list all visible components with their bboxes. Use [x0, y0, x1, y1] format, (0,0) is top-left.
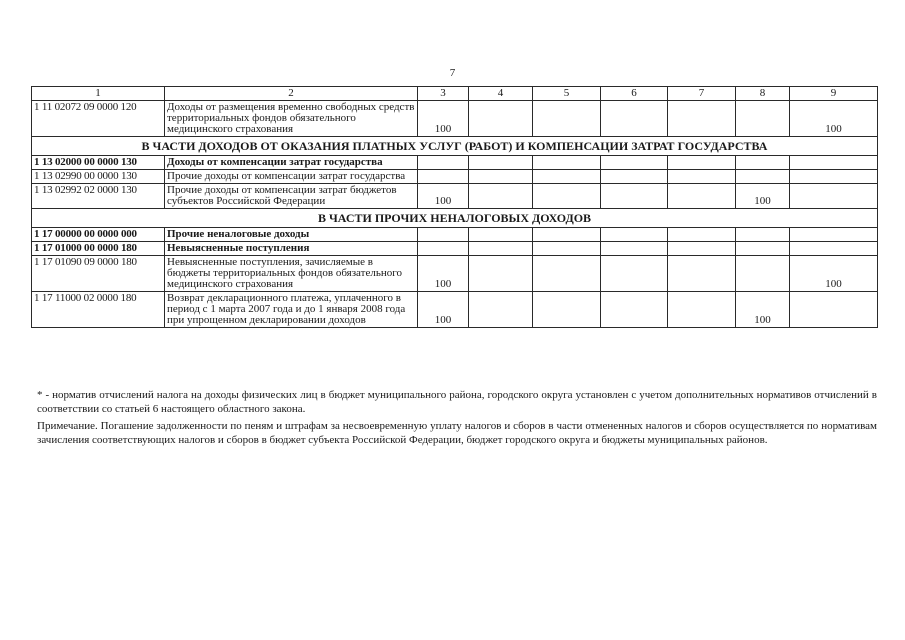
value-cell-col6	[601, 156, 668, 170]
column-header: 3	[418, 87, 469, 101]
value-cell-col7	[668, 256, 736, 292]
value-cell-col7	[668, 170, 736, 184]
table-row	[32, 170, 878, 184]
value-cell-col3	[418, 228, 469, 242]
value-cell-col9: 100	[790, 101, 878, 137]
revenue-name-cell: Возврат декларационного платежа, уплаченного в период с 1 марта 2007 года и до 1 января 2008 года при упрощенном декларировании доходов	[165, 292, 418, 328]
value-cell-col3	[418, 242, 469, 256]
value-cell-col5	[533, 156, 601, 170]
table-row	[32, 101, 878, 137]
budget-code-cell: 1 17 01090 09 0000 180	[32, 256, 165, 292]
value-cell-col8: 100	[736, 184, 790, 209]
note: Примечание. Погашение задолженности по пеням и штрафам за несвоевременную уплату налогов и сборов в части отмененных налогов и сборов осуществляется по нормативам зачисления соответствующих налогов и сборов в бюджет субъекта Российской Федерации, бюджет городского округа и бюджеты муниципальных районов.	[37, 420, 877, 446]
column-header: 4	[469, 87, 533, 101]
value-cell-col5	[533, 256, 601, 292]
value-cell-col3: 100	[418, 101, 469, 137]
value-cell-col4	[469, 292, 533, 328]
column-header-row	[32, 87, 878, 101]
value-cell-col7	[668, 184, 736, 209]
table-row	[32, 292, 878, 328]
value-cell-col9	[790, 242, 878, 256]
table-row	[32, 256, 878, 292]
value-cell-col4	[469, 242, 533, 256]
value-cell-col7	[668, 292, 736, 328]
footnote: * - норматив отчислений налога на доходы физических лиц в бюджет муниципального района, городского округа установлен с учетом дополнительных нормативов отчислений в соответствии со статьей 6 настоящего областного закона.	[37, 389, 877, 415]
revenue-table	[31, 86, 878, 328]
revenue-name-cell: Прочие доходы от компенсации затрат бюджетов субъектов Российской Федерации	[165, 184, 418, 209]
value-cell-col6	[601, 228, 668, 242]
column-header: 2	[165, 87, 418, 101]
page-number: 7	[449, 67, 456, 79]
value-cell-col8	[736, 256, 790, 292]
value-cell-col3	[418, 156, 469, 170]
budget-code-cell: 1 17 01000 00 0000 180	[32, 242, 165, 256]
value-cell-col4	[469, 256, 533, 292]
column-header: 6	[601, 87, 668, 101]
table-row	[32, 184, 878, 209]
table-row	[32, 228, 878, 242]
budget-code-cell: 1 13 02992 02 0000 130	[32, 184, 165, 209]
value-cell-col7	[668, 156, 736, 170]
value-cell-col9	[790, 156, 878, 170]
revenue-name-cell: Доходы от компенсации затрат государства	[165, 156, 418, 170]
budget-code-cell: 1 13 02990 00 0000 130	[32, 170, 165, 184]
value-cell-col7	[668, 101, 736, 137]
column-header: 8	[736, 87, 790, 101]
budget-code-cell: 1 11 02072 09 0000 120	[32, 101, 165, 137]
budget-code-cell: 1 13 02000 00 0000 130	[32, 156, 165, 170]
value-cell-col9	[790, 228, 878, 242]
value-cell-col6	[601, 256, 668, 292]
value-cell-col9	[790, 292, 878, 328]
value-cell-col6	[601, 292, 668, 328]
value-cell-col8	[736, 228, 790, 242]
value-cell-col4	[469, 184, 533, 209]
revenue-name-cell: Прочие неналоговые доходы	[165, 228, 418, 242]
value-cell-col5	[533, 184, 601, 209]
value-cell-col5	[533, 170, 601, 184]
value-cell-col8	[736, 242, 790, 256]
value-cell-col9	[790, 170, 878, 184]
value-cell-col9: 100	[790, 256, 878, 292]
value-cell-col9	[790, 184, 878, 209]
value-cell-col7	[668, 242, 736, 256]
revenue-name-cell: Прочие доходы от компенсации затрат государства	[165, 170, 418, 184]
value-cell-col8	[736, 170, 790, 184]
value-cell-col5	[533, 292, 601, 328]
value-cell-col3	[418, 170, 469, 184]
value-cell-col8: 100	[736, 292, 790, 328]
value-cell-col4	[469, 156, 533, 170]
column-header: 9	[790, 87, 878, 101]
value-cell-col5	[533, 228, 601, 242]
value-cell-col3: 100	[418, 256, 469, 292]
table-row	[32, 156, 878, 170]
value-cell-col5	[533, 101, 601, 137]
value-cell-col4	[469, 170, 533, 184]
value-cell-col6	[601, 101, 668, 137]
column-header: 1	[32, 87, 165, 101]
value-cell-col4	[469, 228, 533, 242]
column-header: 7	[668, 87, 736, 101]
value-cell-col3: 100	[418, 184, 469, 209]
section-header-row	[32, 137, 878, 156]
value-cell-col3: 100	[418, 292, 469, 328]
revenue-name-cell: Невыясненные поступления, зачисляемые в бюджеты территориальных фондов обязательного медицинского страхования	[165, 256, 418, 292]
value-cell-col7	[668, 228, 736, 242]
value-cell-col6	[601, 170, 668, 184]
budget-code-cell: 1 17 00000 00 0000 000	[32, 228, 165, 242]
value-cell-col6	[601, 242, 668, 256]
value-cell-col6	[601, 184, 668, 209]
value-cell-col8	[736, 156, 790, 170]
section-header-row	[32, 209, 878, 228]
section-title: В ЧАСТИ ПРОЧИХ НЕНАЛОГОВЫХ ДОХОДОВ	[32, 209, 878, 228]
table-row	[32, 242, 878, 256]
value-cell-col8	[736, 101, 790, 137]
section-title: В ЧАСТИ ДОХОДОВ ОТ ОКАЗАНИЯ ПЛАТНЫХ УСЛУГ (РАБОТ) И КОМПЕНСАЦИИ ЗАТРАТ ГОСУДАРСТВА	[32, 137, 878, 156]
revenue-name-cell: Невыясненные поступления	[165, 242, 418, 256]
table-body	[32, 87, 878, 328]
value-cell-col5	[533, 242, 601, 256]
revenue-name-cell: Доходы от размещения временно свободных средств территориальных фондов обязательного медицинского страхования	[165, 101, 418, 137]
value-cell-col4	[469, 101, 533, 137]
column-header: 5	[533, 87, 601, 101]
budget-code-cell: 1 17 11000 02 0000 180	[32, 292, 165, 328]
